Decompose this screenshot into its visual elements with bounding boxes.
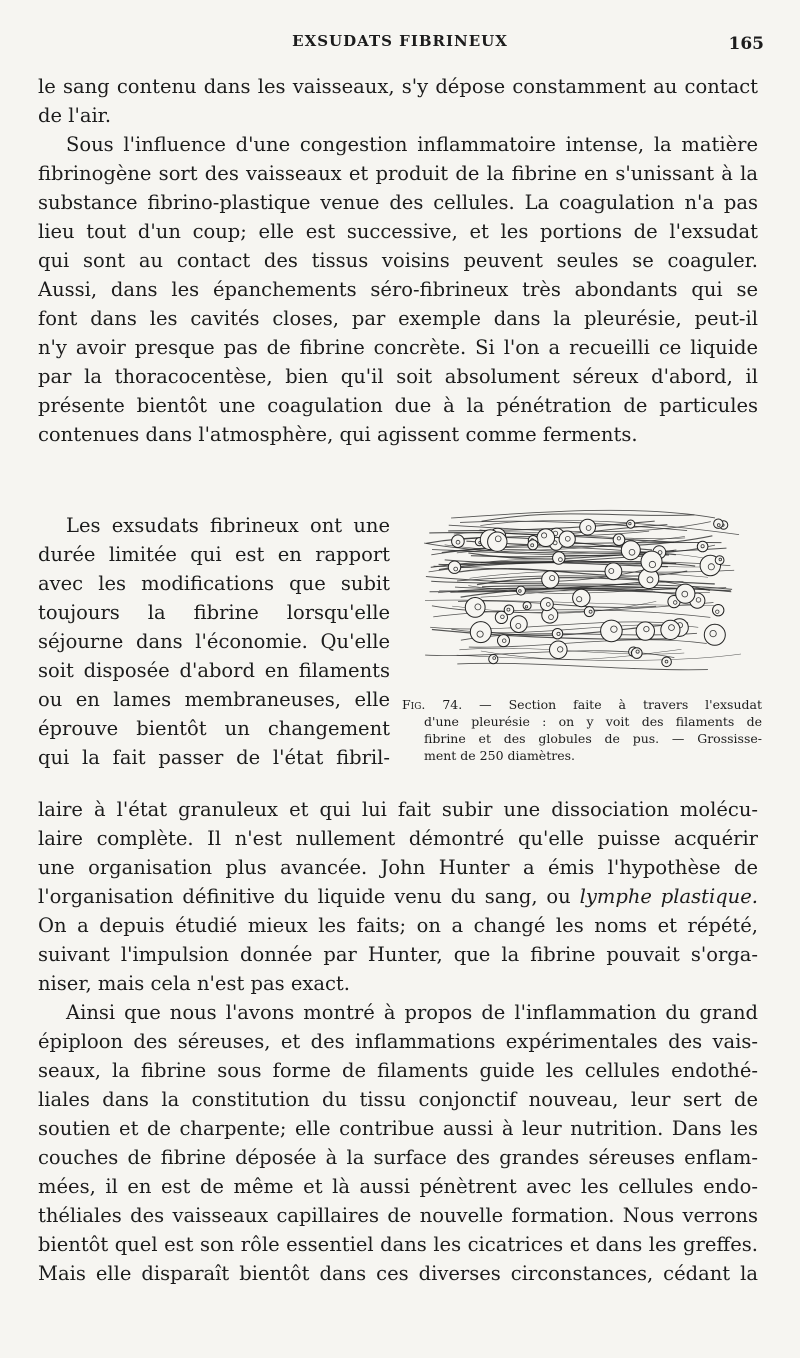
italic-term: lymphe plastique. — [579, 885, 758, 908]
text-line: avec les modifications que subit — [38, 572, 390, 595]
micrograph-illustration — [424, 508, 742, 678]
pus-globule — [550, 641, 568, 659]
text-block-top — [38, 72, 758, 449]
figure-74 — [400, 508, 762, 764]
pus-globule — [636, 622, 654, 640]
text-line: contenues dans l'atmosphère, qui agissent comme ferments. — [38, 423, 638, 446]
pus-globule — [580, 519, 596, 535]
pus-globule — [498, 635, 510, 647]
text-line: ou en lames membraneuses, elle — [38, 688, 390, 711]
text-line: qui sont au contact des tissus voisins peuvent seules se coaguler. — [38, 249, 758, 272]
text-line: éprouve bientôt un changement — [38, 717, 390, 740]
text-line: Sous l'influence d'une congestion inflammatoire intense, la matière — [66, 133, 758, 156]
text-block-wrapped — [38, 511, 390, 772]
pus-globule — [704, 624, 725, 645]
pus-globule — [470, 622, 491, 643]
pus-globule — [697, 541, 708, 552]
text-line: Mais elle disparaît bientôt dans ces diverses circonstances, cédant la — [38, 1262, 758, 1285]
text-line: n'y avoir presque pas de fibrine concrète. Si l'on a recueilli ce liquide — [38, 336, 758, 359]
text-line: toujours la fibrine lorsqu'elle — [38, 601, 390, 624]
text-line: séjourne dans l'économie. Qu'elle — [38, 630, 390, 653]
text-line: une organisation plus avancée. John Hunter a émis l'hypothèse de — [38, 856, 758, 879]
text-line: de l'air. — [38, 104, 112, 127]
text-line: épiploon des séreuses, et des inflammations expérimentales des vais- — [38, 1030, 758, 1053]
caption-line: d'une pleurésie : on y voit des filaments de — [424, 714, 762, 729]
caption-line: — Section faite à travers l'exsudat — [479, 697, 763, 712]
pus-globule — [528, 540, 538, 550]
text-line: soutien et de charpente; elle contribue aussi à leur nutrition. Dans les — [38, 1117, 758, 1140]
text-line: Les exsudats fibrineux ont une — [66, 514, 390, 537]
caption-line: fibrine et des globules de pus. — Grossisse- — [424, 731, 762, 746]
text-line: Ainsi que nous l'avons montré à propos de l'inflammation du grand — [66, 1001, 758, 1024]
text-line: laire à l'état granuleux et qui lui fait subir une dissociation molécu- — [38, 798, 758, 821]
pus-globule — [504, 605, 514, 615]
pus-globule — [541, 598, 554, 611]
pus-globule — [676, 584, 695, 603]
text-segment: l'organisation définitive du liquide venu du sang, ou — [38, 885, 571, 908]
fibrin-filament — [480, 520, 739, 534]
pus-globule — [621, 541, 640, 560]
text-line: font dans les cavités closes, par exemple dans la pleurésie, peut-il — [38, 307, 758, 330]
text-line: mées, il en est de même et là aussi pénètrent avec les cellules endo- — [38, 1175, 758, 1198]
text-line: par la thoracocentèse, bien qu'il soit absolument séreux d'abord, il — [38, 365, 758, 388]
pus-globule — [452, 535, 465, 548]
running-title: EXSUDATS FIBRINEUX — [292, 32, 508, 50]
text-line: On a depuis étudié mieux les faits; on a changé les noms et répété, — [38, 914, 758, 937]
text-line: niser, mais cela n'est pas exact. — [38, 972, 350, 995]
text-line: Aussi, dans les épanchements séro-fibrineux très abondants qui se — [38, 278, 758, 301]
figure-caption — [400, 696, 762, 764]
caption-label: Fig. 74. — [402, 697, 463, 712]
caption-line: ment de 250 diamètres. — [424, 748, 575, 763]
text-line: suivant l'impulsion donnée par Hunter, que la fibrine pouvait s'orga- — [38, 943, 758, 966]
text-line: théliales des vaisseaux capillaires de nouvelle formation. Nous verrons — [38, 1204, 758, 1227]
page-number: 165 — [728, 34, 764, 54]
text-line: laire complète. Il n'est nullement démontré qu'elle puisse acquérir — [38, 827, 758, 850]
text-block-bottom — [38, 795, 758, 1288]
text-line: le sang contenu dans les vaisseaux, s'y dépose constamment au contact — [38, 75, 758, 98]
pus-globule — [662, 657, 672, 667]
text-line: fibrinogène sort des vaisseaux et produit de la fibrine en s'unissant à la — [38, 162, 758, 185]
text-line: bientôt quel est son rôle essentiel dans les cicatrices et dans les greffes. — [38, 1233, 758, 1256]
text-line: qui la fait passer de l'état fibril- — [38, 746, 390, 769]
text-line: couches de fibrine déposée à la surface des grandes séreuses enflam- — [38, 1146, 758, 1169]
pus-globule — [510, 616, 527, 633]
fibrin-filament — [457, 654, 741, 660]
running-head — [0, 30, 800, 60]
text-line: lieu tout d'un coup; elle est successive, et les portions de l'exsudat — [38, 220, 758, 243]
pus-globule — [552, 629, 562, 639]
text-line: durée limitée qui est en rapport — [38, 543, 390, 566]
text-line: présente bientôt une coagulation due à la pénétration de particules — [38, 394, 758, 417]
text-line: liales dans la constitution du tissu conjonctif nouveau, leur sert de — [38, 1088, 758, 1111]
text-line — [38, 882, 758, 911]
pus-globule — [559, 531, 575, 547]
text-line: seaux, la fibrine sous forme de filaments guide les cellules endothé- — [38, 1059, 758, 1082]
text-line: soit disposée d'abord en filaments — [38, 659, 390, 682]
text-line: substance fibrino-plastique venue des cellules. La coagulation n'a pas — [38, 191, 758, 214]
